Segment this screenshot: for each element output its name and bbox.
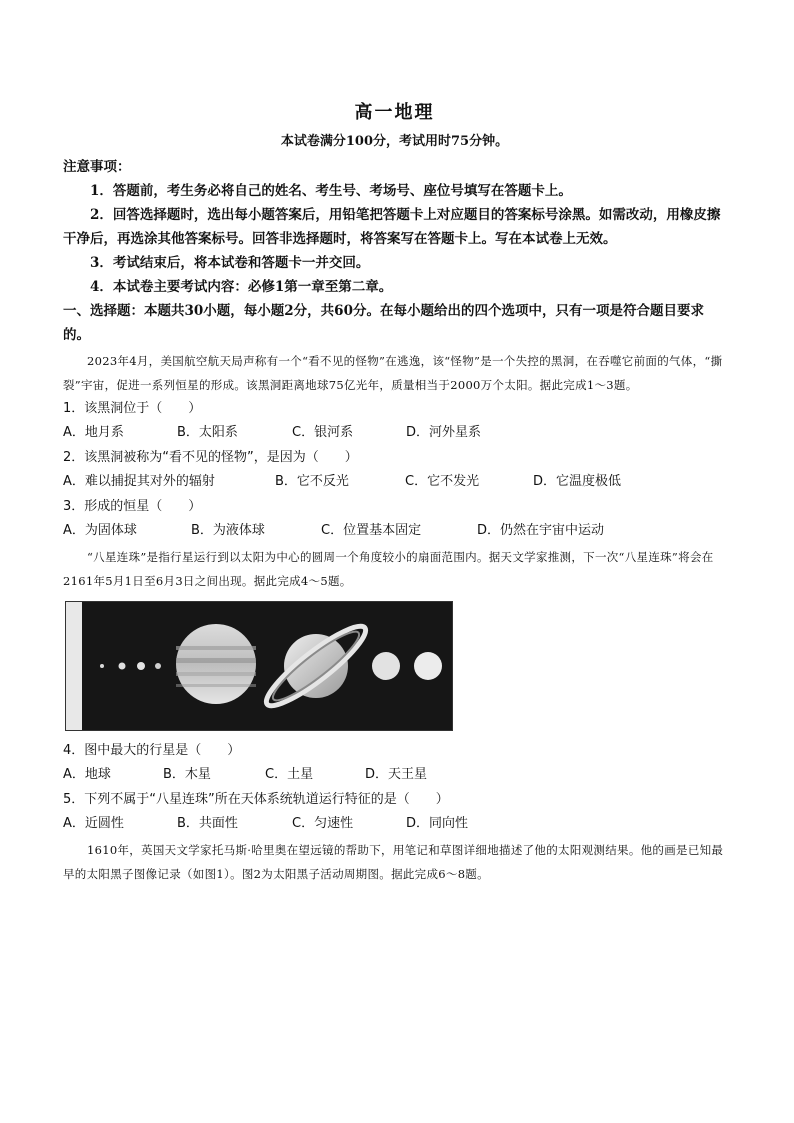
sun-edge [66,602,82,730]
option-c: C．位置基本固定 [321,523,422,538]
option-a: A．近圆性 [63,816,124,831]
option-d: D．它温度极低 [533,474,622,489]
option-a: A．地球 [63,767,111,782]
question-3-stem: 3．形成的恒星（ ） [63,499,202,514]
page-title: 高一地理 [354,102,435,123]
note-item-2: 2．回答选择题时，选出每小题答案后，用铅笔把答题卡上对应题目的答案标号涂黑。如需改动，用橡皮擦干净后，再选涂其他答案标号。回答非选择题时，将答案写在答题卡上。写在本试卷上无效。 [63,207,721,247]
notes-heading: 注意事项： [63,159,131,175]
neptune [414,652,442,680]
question-1-options [63,421,726,445]
option-c: C．匀速性 [292,816,354,831]
option-a: A．地月系 [63,425,124,440]
option-b: B．共面性 [177,816,238,831]
option-a: A．为固体球 [63,523,137,538]
passage-1: 2023年4月，美国航空航天局声称有一个“看不见的怪物”在逃逸，该“怪物”是一个失控的黑洞，在吞噬它前面的气体，“撕裂”宇宙，促进一系列恒星的形成。该黑洞距离地球75亿光年，质量相当于2000万个太阳。据此完成1～3题。 [63,354,723,392]
option-b: B．太阳系 [177,425,238,440]
option-d: D．仍然在宇宙中运动 [477,523,605,538]
option-d: D．同向性 [406,816,469,831]
question-2-options [63,470,726,494]
question-4-stem: 4．图中最大的行星是（ ） [63,743,241,758]
mercury [100,664,104,668]
passage-2: “八星连珠”是指行星运行到以太阳为中心的圆周一个角度较小的扇面范围内。据天文学家推测，下一次“八星连珠”将会在2161年5月1日至6月3日之间出现。据此完成4～5题。 [63,550,714,588]
section-heading: 一、选择题：本题共30小题，每小题2分，共60分。在每小题给出的四个选项中，只有一项是符合题目要求的。 [63,303,704,343]
earth [137,662,145,670]
option-d: D．河外星系 [406,425,482,440]
question-2-stem: 2．该黑洞被称为“看不见的怪物”，是因为（ ） [63,450,358,465]
option-a: A．难以捕捉其对外的辐射 [63,474,215,489]
option-b: B．为液体球 [191,523,265,538]
exam-info: 本试卷满分100分，考试用时75分钟。 [280,134,509,149]
option-c: C．银河系 [292,425,354,440]
note-item-1: 1．答题前，考生务必将自己的姓名、考生号、考场号、座位号填写在答题卡上。 [90,183,572,199]
planet-alignment-figure [65,601,453,731]
note-item-3: 3．考试结束后，将本试卷和答题卡一并交回。 [90,255,370,271]
uranus [372,652,400,680]
option-c: C．土星 [265,767,314,782]
question-5-options [63,812,726,836]
option-d: D．天王星 [365,767,428,782]
passage-3: 1610年，英国天文学家托马斯·哈里奥在望远镜的帮助下，用笔记和草图详细地描述了他的太阳观测结果。他的画是已知最早的太阳黑子图像记录（如图1）。图2为太阳黑子活动周期图。据此完成6～8题。 [63,843,724,881]
mars [155,663,161,669]
question-4-options [63,763,726,787]
option-b: B．它不反光 [275,474,349,489]
venus [119,663,126,670]
question-5-stem: 5．下列不属于“八星连珠”所在天体系统轨道运行特征的是（ ） [63,792,449,807]
option-c: C．它不发光 [405,474,480,489]
option-b: B．木星 [163,767,211,782]
jupiter [176,624,256,704]
note-item-4: 4．本试卷主要考试内容：必修1第一章至第二章。 [90,279,393,295]
question-1-stem: 1．该黑洞位于（ ） [63,401,202,416]
question-3-options [63,519,726,543]
